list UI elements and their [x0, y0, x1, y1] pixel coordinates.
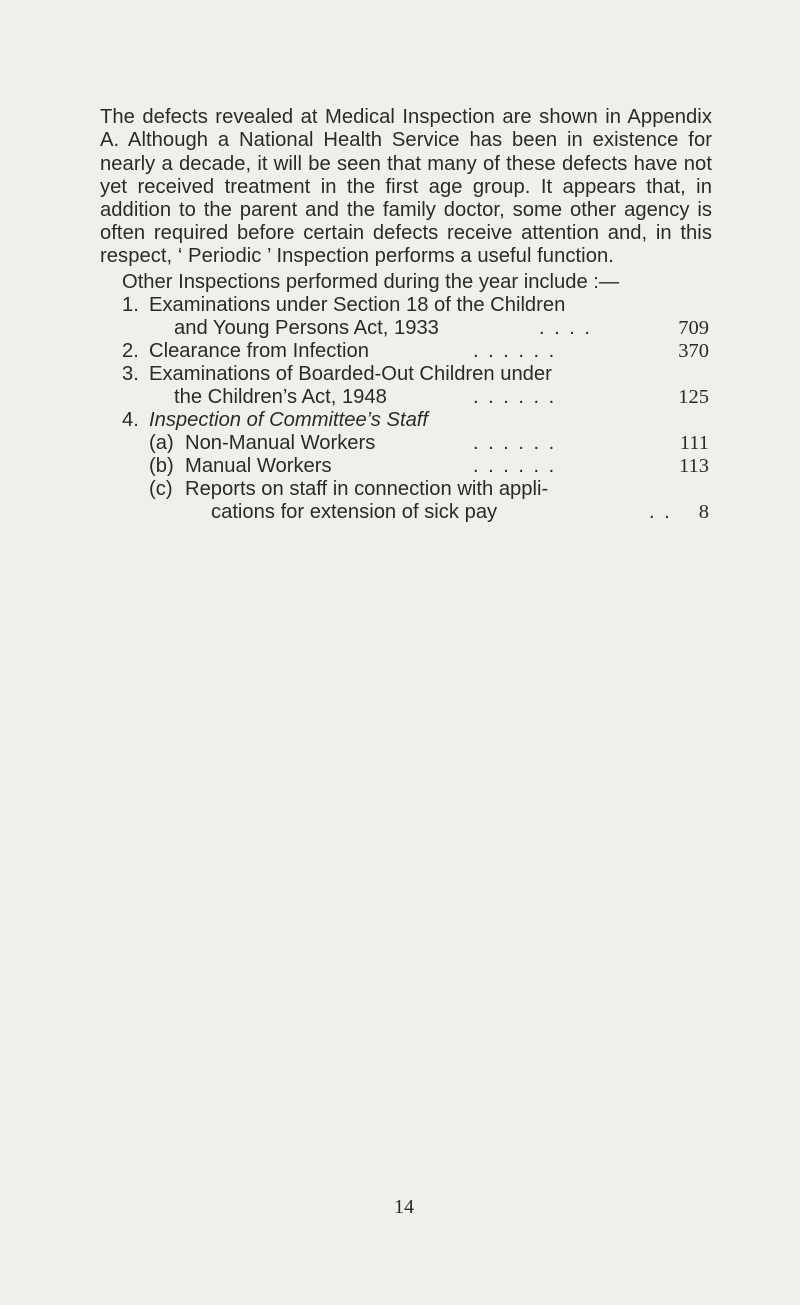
body-paragraph: The defects revealed at Medical Inspection are shown in Appendix A. Although a National Health Service has been in existence for nearly a decade, it will be seen that many of these defects have not yet received treatment in the first age group. It appears that, in addition to the parent and the family doctor, some other agency is often required before certain defects receive attention and, in this respect, ‘ Periodic ’ Inspection performs a useful function.: [100, 106, 712, 268]
item-label-continued: and Young Persons Act, 1933: [174, 317, 439, 339]
leader-dots: . . . . . .: [473, 455, 557, 477]
item-label: Examinations under Section 18 of the Children: [149, 294, 566, 316]
sub-item-label-continued: cations for extension of sick pay: [211, 501, 498, 523]
item-label-continued: the Children’s Act, 1948: [174, 386, 387, 408]
item-marker: 3.: [122, 363, 139, 385]
item-label: Examinations of Boarded-Out Children under: [149, 363, 552, 385]
leader-dots: . . . . . .: [473, 386, 557, 408]
item-heading: Inspection of Committee’s Staff: [149, 409, 429, 431]
sub-item-label: Reports on staff in connection with appli-: [185, 478, 549, 500]
item-marker: 2.: [122, 340, 139, 362]
sub-item-marker: (a): [149, 432, 174, 454]
inspections-intro: Other Inspections performed during the year include :—: [122, 271, 620, 293]
leader-dots: . . . .: [539, 317, 592, 339]
item-count: 125: [678, 386, 709, 408]
leader-dots: . . . . . .: [473, 340, 557, 362]
page-number: 14: [394, 1196, 414, 1218]
item-marker: 1.: [122, 294, 139, 316]
sub-item-marker: (c): [149, 478, 173, 500]
sub-item-label: Non-Manual Workers: [185, 432, 376, 454]
sub-item-count: 113: [679, 455, 709, 477]
leader-dots: . . . . . .: [473, 432, 557, 454]
sub-item-count: 8: [698, 501, 709, 523]
item-count: 709: [678, 317, 709, 339]
sub-item-count: 111: [679, 432, 709, 454]
leader-dots: . .: [649, 501, 672, 523]
item-marker: 4.: [122, 409, 139, 431]
item-label: Clearance from Infection: [149, 340, 369, 362]
item-count: 370: [678, 340, 709, 362]
sub-item-marker: (b): [149, 455, 174, 477]
sub-item-label: Manual Workers: [185, 455, 332, 477]
